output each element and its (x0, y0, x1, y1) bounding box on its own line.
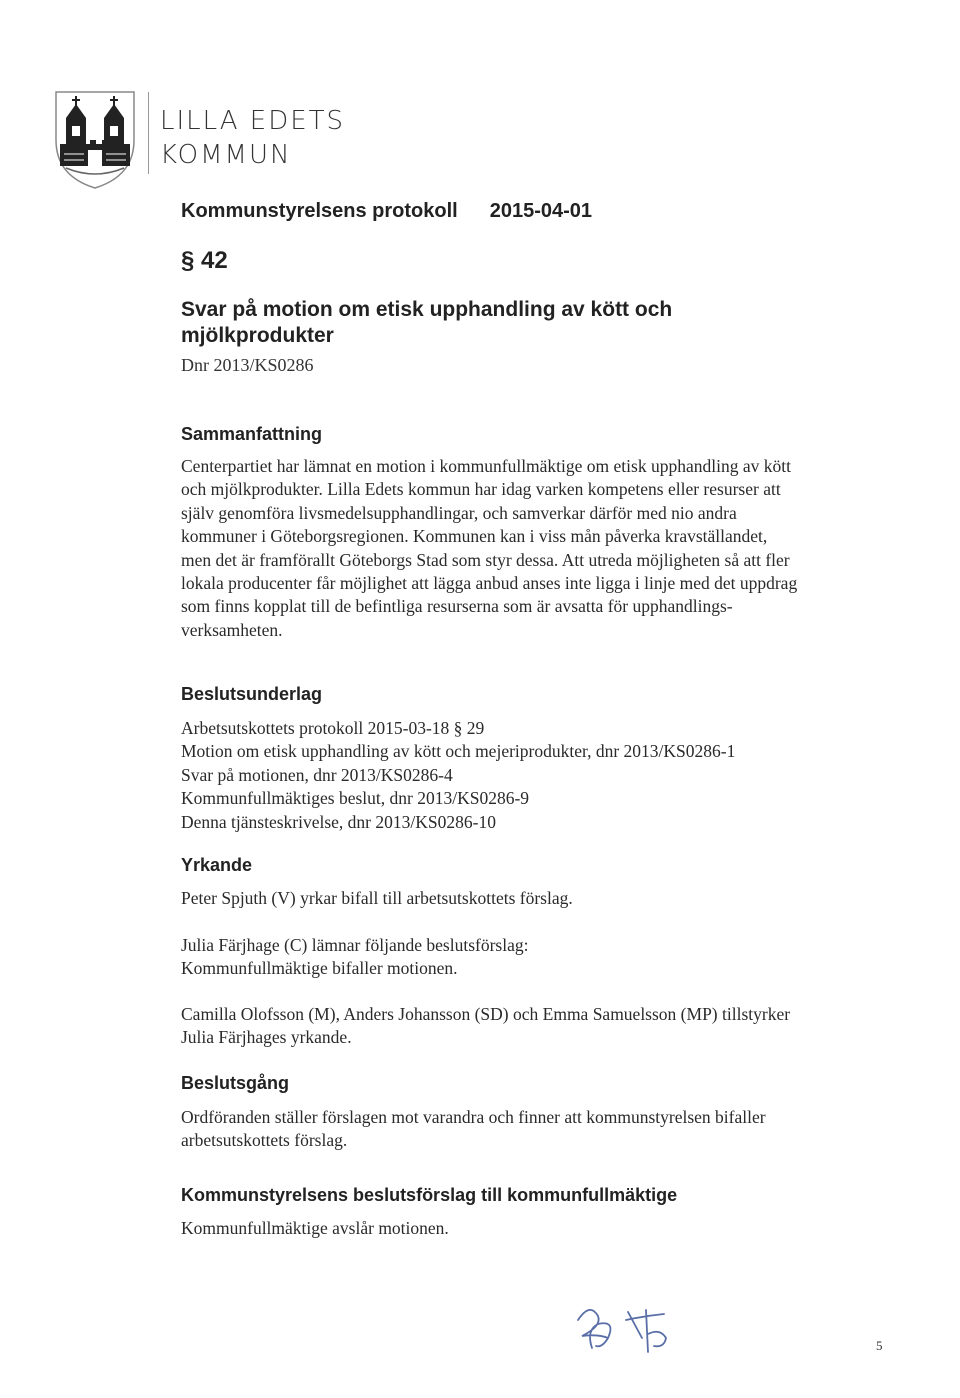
summary-text (181, 455, 881, 642)
municipality-name-line-2: KOMMUN (160, 140, 292, 170)
decision-procedure-text (181, 1106, 881, 1153)
procedure-line: arbetsutskottets förslag. (181, 1130, 348, 1151)
paragraph-number: § 42 (181, 247, 228, 274)
motion-heading: Yrkande (181, 855, 253, 875)
municipality-name (160, 104, 345, 172)
decision-basis-list (181, 717, 881, 834)
header-divider (148, 92, 149, 174)
handwritten-initials-icon (568, 1290, 698, 1360)
motion-paragraph: Camilla Olofsson (M), Anders Johansson (SD) och Emma Samuelsson (MP) tillstyrker (181, 1004, 791, 1024)
list-item: Denna tjänsteskrivelse, dnr 2013/KS0286-10 (181, 811, 496, 832)
page-number: 5 (876, 1338, 883, 1353)
document-title (181, 200, 592, 223)
motion-proposal (181, 934, 881, 981)
municipal-coat-of-arms-icon (52, 88, 138, 190)
motion-text (181, 887, 881, 910)
summary-line: men det är framförallt Göteborgs Stad som styr dessa. Att utreda möjligheten så att fler (181, 549, 790, 570)
summary-line: kommuner i Göteborgsregionen. Kommunen kan i viss mån påverka kravställandet, (181, 526, 768, 547)
summary-heading: Sammanfattning (181, 424, 323, 444)
board-proposal-heading: Kommunstyrelsens beslutsförslag till kommunfullmäktige (181, 1185, 678, 1205)
list-item: Svar på motionen, dnr 2013/KS0286-4 (181, 764, 453, 785)
diary-number: Dnr 2013/KS0286 (181, 355, 314, 375)
summary-line: som finns kopplat till de befintliga resurserna som är avsatta för upphandlings- (181, 596, 733, 617)
motion-paragraph: Julia Färjhage (C) lämnar följande beslutsförslag: (181, 935, 529, 955)
motion-paragraph: Kommunfullmäktige bifaller motionen. (181, 958, 458, 979)
proposal-line: Kommunfullmäktige avslår motionen. (181, 1218, 449, 1238)
protocol-date: 2015-04-01 (489, 200, 593, 222)
board-proposal-text (181, 1217, 881, 1240)
summary-line: och mjölkprodukter. Lilla Edets kommun har idag varken kompetens eller resurser att (181, 479, 781, 500)
motion-support (181, 1003, 881, 1050)
procedure-line: Ordföranden ställer förslagen mot varandra och finner att kommunstyrelsen bifaller (181, 1107, 766, 1127)
protocol-title: Kommunstyrelsens protokoll (181, 200, 458, 222)
summary-line: lokala producenter får möjlighet att lägga anbud anses inte ligga i linje med det uppdrag (181, 573, 798, 594)
decision-basis-heading: Beslutsunderlag (181, 684, 323, 704)
decision-procedure-heading: Beslutsgång (181, 1073, 290, 1093)
list-item: Arbetsutskottets protokoll 2015-03-18 § 29 (181, 718, 485, 738)
summary-line: själv genomföra livsmedelsupphandlingar, och samverkar därför med nio andra (181, 502, 737, 523)
motion-paragraph: Julia Färjhages yrkande. (181, 1027, 352, 1048)
motion-paragraph: Peter Spjuth (V) yrkar bifall till arbetsutskottets förslag. (181, 888, 573, 908)
subject-heading: Svar på motion om etisk upphandling av kött och mjölkprodukter (181, 298, 673, 347)
list-item: Motion om etisk upphandling av kött och mejeriprodukter, dnr 2013/KS0286-1 (181, 741, 736, 762)
summary-line: Centerpartiet har lämnat en motion i kommunfullmäktige om etisk upphandling av kött (181, 456, 791, 476)
municipality-name-line-1: LILLA EDETS (160, 106, 346, 136)
summary-line: verksamheten. (181, 619, 283, 640)
list-item: Kommunfullmäktiges beslut, dnr 2013/KS0286-9 (181, 788, 530, 809)
